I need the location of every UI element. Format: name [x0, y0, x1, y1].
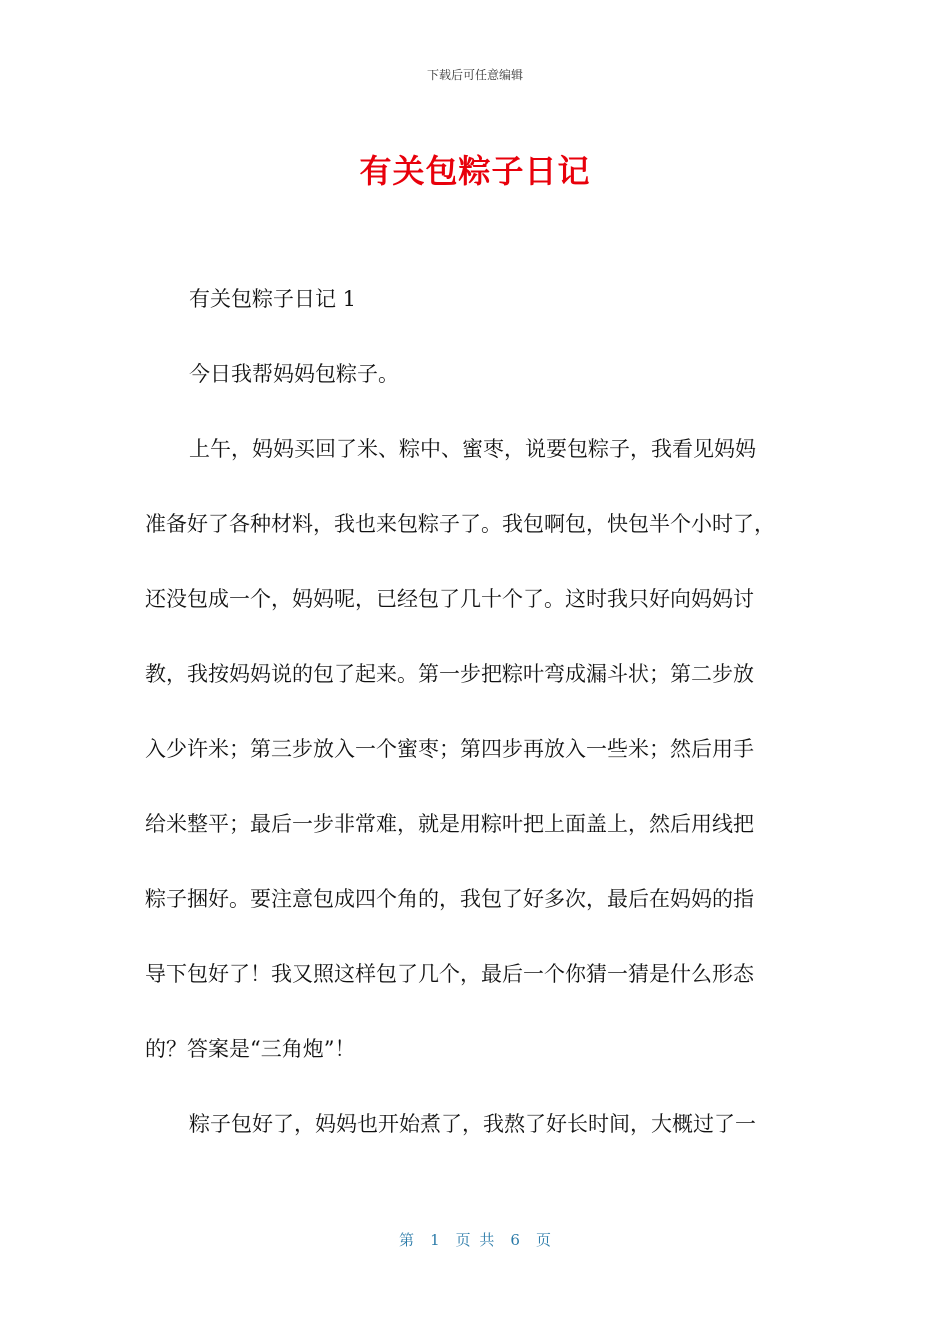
paragraph-line: 上午，妈妈买回了米、粽中、蜜枣，说要包粽子，我看见妈妈 [189, 437, 756, 461]
paragraph-line: 导下包好了！我又照这样包了几个，最后一个你猜一猜是什么形态 [145, 962, 754, 986]
paragraph-line: 粽子包好了，妈妈也开始煮了，我熬了好长时间，大概过了一 [189, 1112, 756, 1136]
paragraph-line: 今日我帮妈妈包粽子。 [189, 362, 399, 386]
page-footer [0, 1229, 950, 1250]
document-body [145, 280, 805, 1180]
paragraph-heading: 有关包粽子日记 1 [189, 287, 357, 311]
paragraph-line: 给米整平；最后一步非常难，就是用粽叶把上面盖上，然后用线把 [145, 812, 754, 836]
paragraph-line: 粽子捆好。要注意包成四个角的，我包了好多次，最后在妈妈的指 [145, 887, 754, 911]
total-pages-number: 6 [510, 1231, 520, 1249]
footer-label: 第 [399, 1231, 415, 1249]
paragraph-line: 准备好了各种材料，我也来包粽子了。我包啊包，快包半个小时了， [145, 512, 775, 536]
current-page-number: 1 [430, 1231, 440, 1249]
footer-label: 页 [535, 1231, 551, 1249]
paragraph-line: 还没包成一个，妈妈呢，已经包了几十个了。这时我只好向妈妈讨 [145, 587, 754, 611]
footer-label: 页 共 [455, 1231, 495, 1249]
header-note: 下载后可任意编辑 [426, 68, 523, 82]
paragraph-line: 教，我按妈妈说的包了起来。第一步把粽叶弯成漏斗状；第二步放 [145, 662, 754, 686]
paragraph-line: 的？答案是“三角炮”！ [145, 1037, 356, 1061]
document-title: 有关包粽子日记 [359, 152, 591, 190]
paragraph-line: 入少许米；第三步放入一个蜜枣；第四步再放入一些米；然后用手 [145, 737, 754, 761]
